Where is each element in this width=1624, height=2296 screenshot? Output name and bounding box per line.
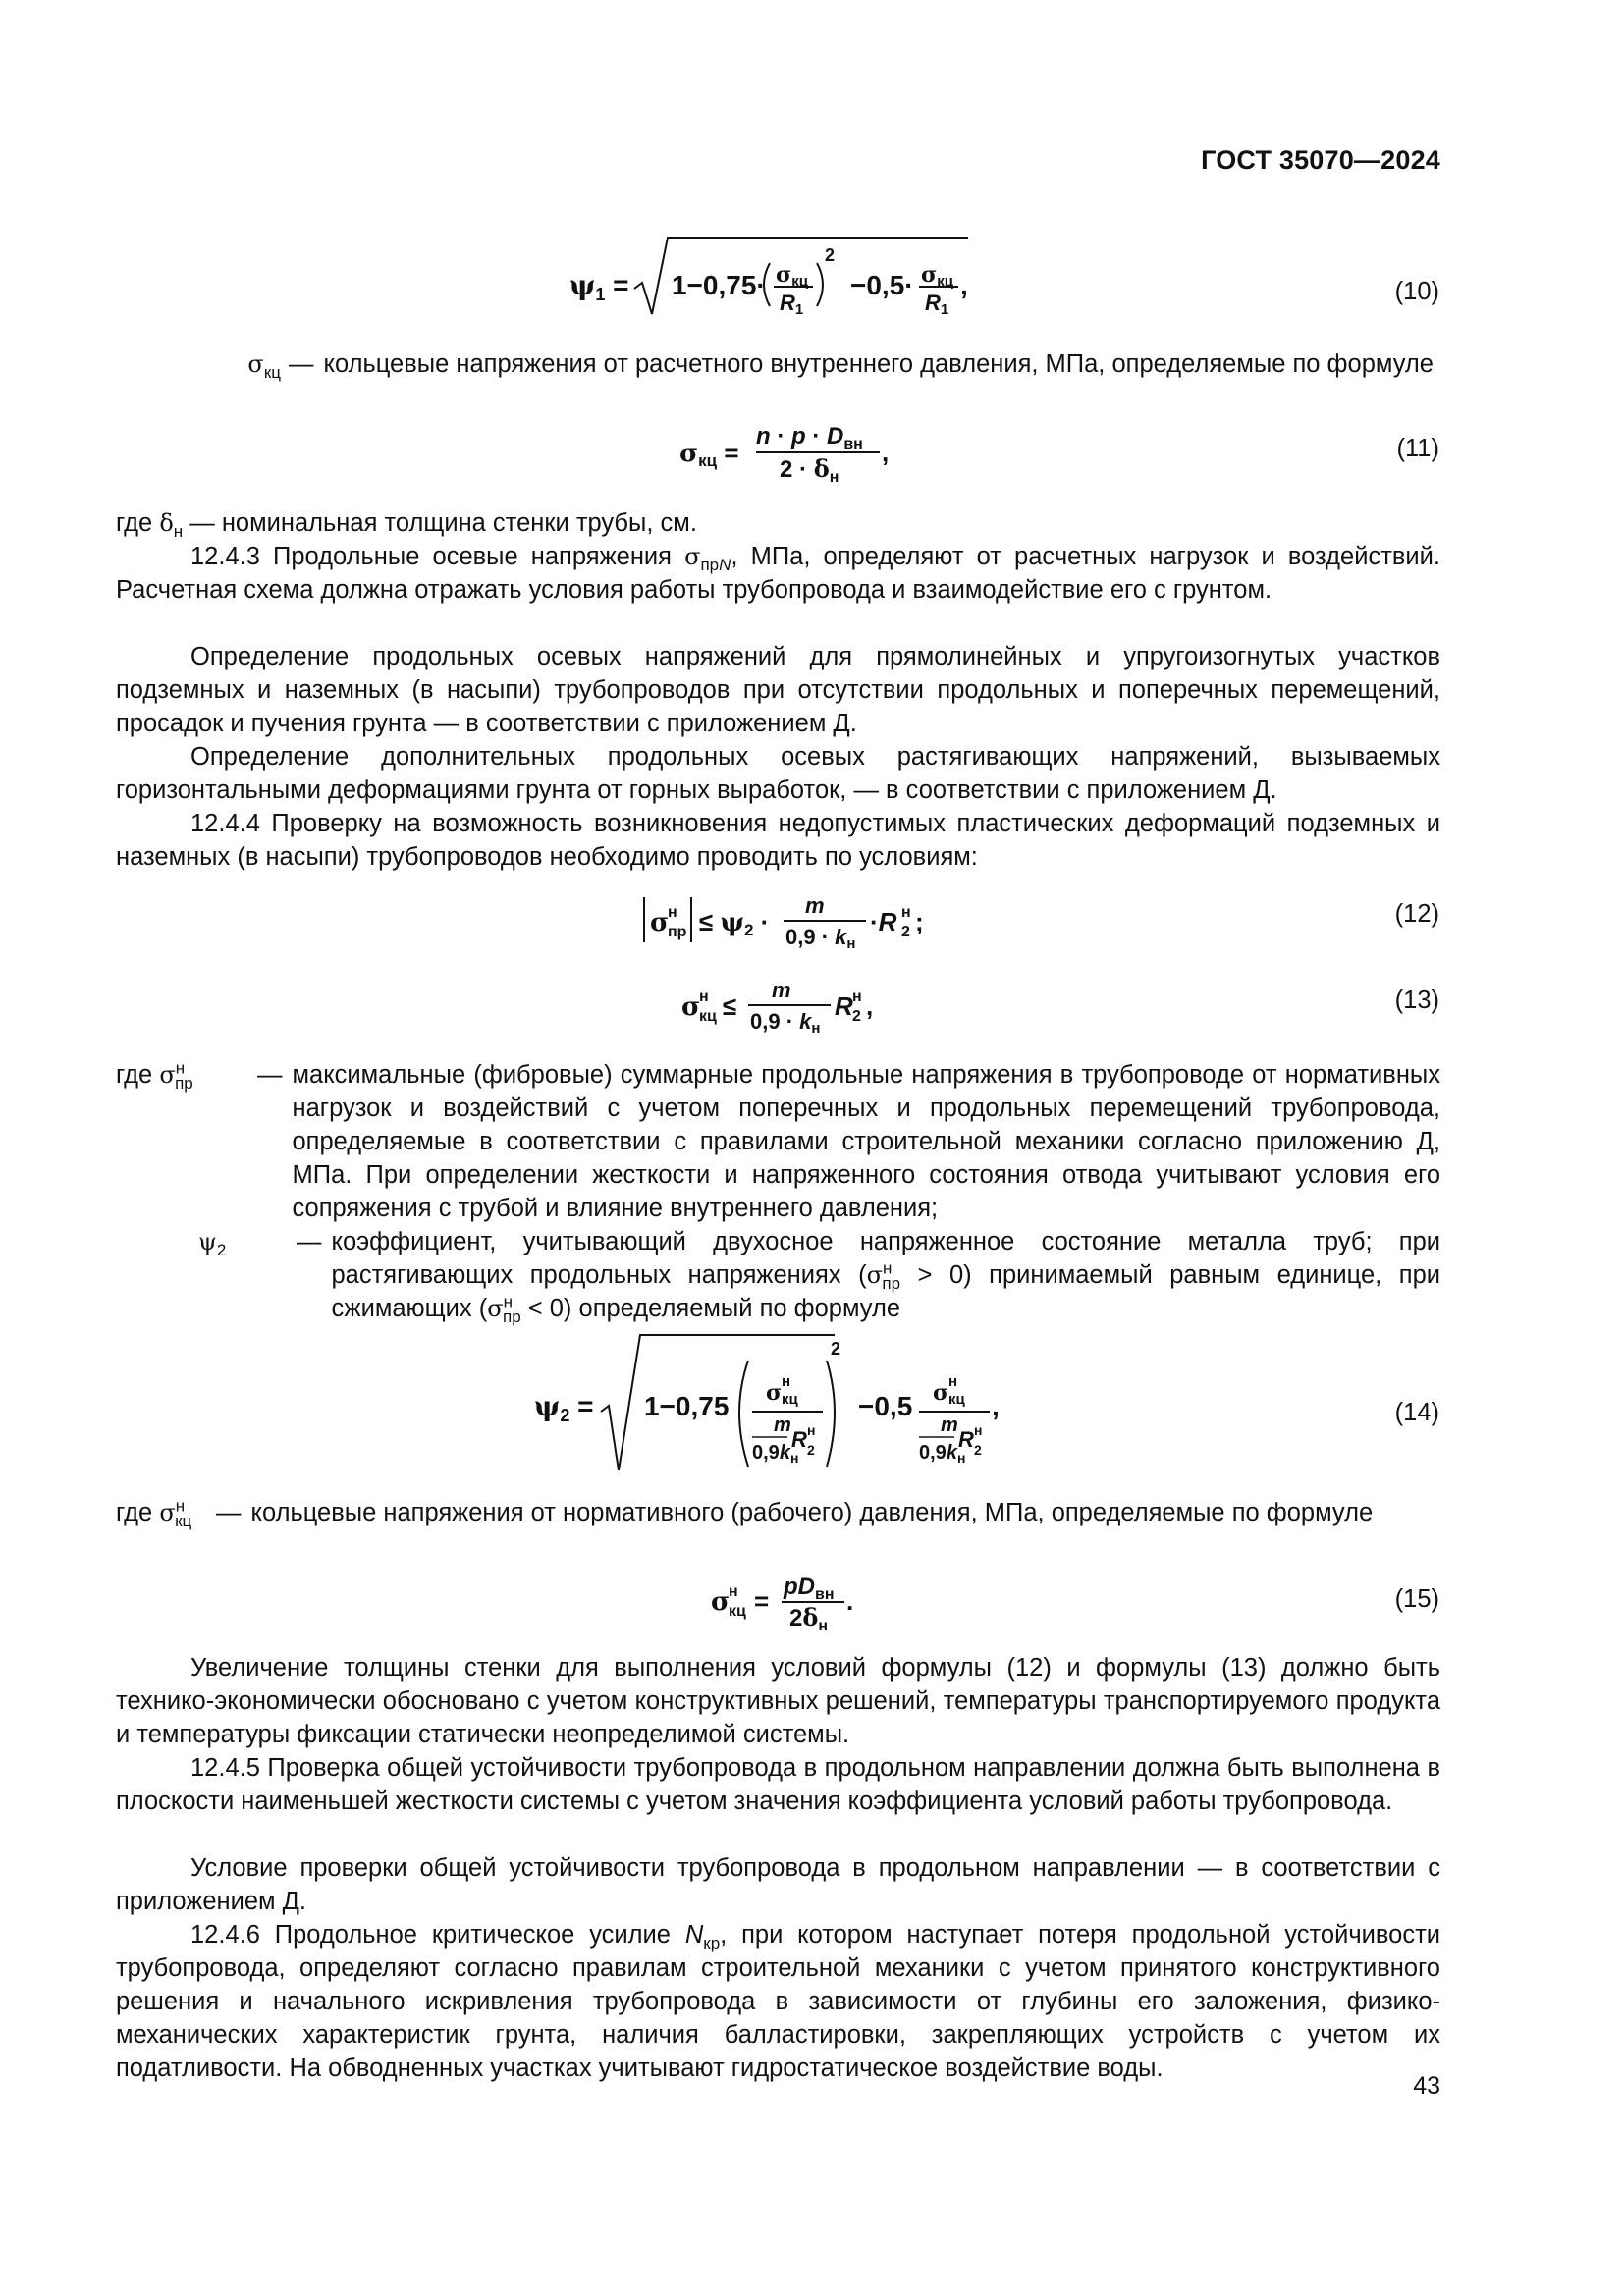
svg-text:,: , [882,438,890,467]
paragraph-uvelichenie: Увеличение толщины стенки для выполнения условий формулы (12) и формулы (13) должно быть технико-экономически обосновано с учетом конструктивных решений, температуры транспортируемого продукта и температуры фиксации статически неопределимой системы. [116,1654,1440,1748]
svg-text:R: R [791,1427,807,1452]
svg-text:кц: кц [729,1603,746,1620]
svg-text:m: m [774,1415,791,1436]
svg-text:m: m [941,1415,958,1436]
paragraph-12-4-3: 12.4.3 Продольные осевые напряжения $\sigma_{прN}$, МПа, определяют от расчетных нагрузок и воздействий. Расчетная схема должна отражать условия работы трубопровода и взаимодействие его с грунтом. [116,543,1440,604]
svg-text:;: ; [915,907,924,936]
svg-text:кц: кц [948,1391,965,1408]
svg-text:,: , [960,270,968,300]
svg-text:н: н [852,988,862,1005]
svg-text:m: m [772,978,791,1002]
svg-text:σкц =: σкц = [679,438,739,470]
svg-text:,: , [992,1391,1000,1421]
svg-text:н: н [729,1583,738,1600]
formula-14 [530,1325,1041,1482]
definition-sigma-pr: где $\sigma^н_{пр}$ — максимальные (фибровые) суммарные продольные напряжения в трубопроводе от нормативных нагрузок и воздействий с учетом поперечных и продольных перемещений трубопровода, определяемые в соответствии с правилами строительной механики согласно приложению Д, МПа. При определении жесткости и напряженного состояния отвода учитывают условия его сопряжения с трубой и влияние внутреннего давления; [116,1058,1440,1222]
svg-text:.: . [846,1586,854,1616]
eq-number-14: (14) [1394,1399,1439,1426]
definition-psi2: $\psi_2$ — коэффициент, учитывающий двухосное напряженное состояние металла труб; при растягивающих продольных напряжениях $(\sigma^н_{пр} > 0)$ принимаемый равным единице, при сжимающих $(\sigma^н_{пр} < 0)$ определяемый по формуле [198,1228,1440,1327]
definition-delta: где $\delta_н$ — номинальная толщина стенки трубы, см. [116,509,697,542]
svg-text:н: н [807,1422,816,1438]
svg-text:н: н [901,904,911,921]
svg-text:σ: σ [650,908,670,937]
svg-text:н: н [699,988,709,1005]
definition-sigma-kc: $\sigma_{кц}$ — кольцевые напряжения от расчетного внутреннего давления, МПа, определяемые по формуле [247,350,1434,383]
svg-text:σкц: σкц [921,262,953,290]
svg-text:−0,5: −0,5 [858,1391,913,1421]
svg-text:2: 2 [901,924,910,940]
svg-text:R: R [835,991,853,1021]
svg-text:R1: R1 [780,291,804,318]
svg-text:2: 2 [831,1339,841,1359]
svg-text:·R: ·R [870,907,897,936]
svg-text:σ: σ [711,1587,731,1617]
paragraph-12-4-5: 12.4.5 Проверка общей устойчивости трубопровода в продольном направлении должна быть выполнена в плоскости наименьшей жесткости системы с учетом значения коэффициента условий работы трубопровода. [116,1754,1440,1815]
svg-text:R: R [958,1427,974,1452]
svg-text:0,9 · kн: 0,9 · kн [785,925,856,952]
svg-text:н: н [668,904,677,921]
svg-text:н: н [782,1373,791,1390]
eq-number-13: (13) [1394,987,1439,1014]
svg-text:1−0,75·: 1−0,75· [672,270,766,300]
svg-text:0,9kн: $0,9k_н$ [752,1442,799,1466]
svg-text:ψ1 =: $\psi_1$ = [569,269,629,304]
svg-text:=: = [754,1586,770,1616]
svg-text:σ: σ [766,1380,783,1406]
formula-12 [638,880,952,958]
svg-text:σкц: σкц [776,262,808,290]
svg-text:n · p · Dвн: $n \cdot p \cdot D_{вн}$ [756,423,863,453]
formula-11 [676,412,911,491]
paragraph-uslovie: Условие проверки общей устойчивости трубопровода в продольном направлении — в соответствии с приложением Д. [116,1854,1440,1915]
eq-number-10: (10) [1394,278,1439,305]
svg-text:н: н [974,1422,983,1438]
svg-text:σ: σ [933,1380,949,1406]
svg-text:пр: пр [668,924,687,940]
svg-text:,: , [866,991,874,1021]
svg-text:≤: ≤ [723,991,737,1021]
paragraph-12-4-4: 12.4.4 Проверку на возможность возникновения недопустимых пластических деформаций подземных и наземных (в насыпи) трубопроводов необходимо проводить по условиям: [116,810,1440,871]
svg-text:2 · δн: $2 \cdot \delta_н$ [780,454,839,486]
page-number: 43 [1413,2072,1440,2100]
paragraph-12-4-6: 12.4.6 Продольное критическое усилие $N_{кр}$, при котором наступает потеря продольной устойчивости трубопровода, определяют согласно правилам строительной механики с учетом принятого конструктивного решения и начального искривления трубопровода в зависимости от глубины его заложения, физико-механических характеристик грунта, наличия балластировки, закрепляющих устройств с учетом их податливости. На обводненных участках учитывают гидростатическое воздействие воды. [116,1921,1440,2082]
formula-13 [677,966,933,1044]
eq-number-15: (15) [1394,1585,1439,1613]
svg-text:2: 2 [852,1008,861,1025]
svg-text:кц: кц [699,1008,717,1025]
svg-text:σ: σ [681,992,701,1022]
svg-text:2δн: $2\delta_н$ [789,1603,829,1634]
definition-sigma-kc-n: где $\sigma^н_{кц}$ — кольцевые напряжения от нормативного (рабочего) давления, МПа, определяемые по формуле [116,1496,1374,1531]
svg-text:2: 2 [807,1442,815,1458]
svg-text:н: н [948,1373,958,1390]
eq-number-12: (12) [1394,900,1439,928]
svg-text:ψ2 =: $\psi_2$ = [534,1390,594,1425]
eq-number-11: (11) [1396,435,1439,462]
formula-10 [566,228,998,326]
paragraph-opredelenie-2: Определение дополнительных продольных осевых растягивающих напряжений, вызываемых горизонтальными деформациями грунта от горных выработок, — в соответствии с приложением Д. [116,743,1440,804]
svg-text:0,9 · kн: 0,9 · kн [750,1009,821,1037]
svg-text:кц: кц [782,1391,798,1408]
svg-text:0,9kн: $0,9k_н$ [919,1442,966,1466]
svg-text:≤ ψ2 ·: ≤ ψ2 · [699,907,770,939]
svg-text:−0,5·: −0,5· [850,270,914,300]
svg-text:1−0,75: 1−0,75 [644,1391,730,1421]
svg-text:R1: R1 [925,291,949,318]
svg-text:pDвн: $pD_{вн}$ [784,1574,835,1603]
svg-text:2: 2 [974,1442,982,1458]
svg-text:2: 2 [825,245,836,265]
formula-15 [707,1563,903,1641]
paragraph-opredelenie-1: Определение продольных осевых напряжений для прямолинейных и упругоизогнутых участков подземных и наземных (в насыпи) трубопроводов при отсутствии продольных и поперечных перемещений, просадок и пучения грунта — в соответствии с приложением Д. [116,643,1440,737]
svg-text:m: m [805,893,825,918]
document-id-header: ГОСТ 35070—2024 [1201,145,1440,175]
